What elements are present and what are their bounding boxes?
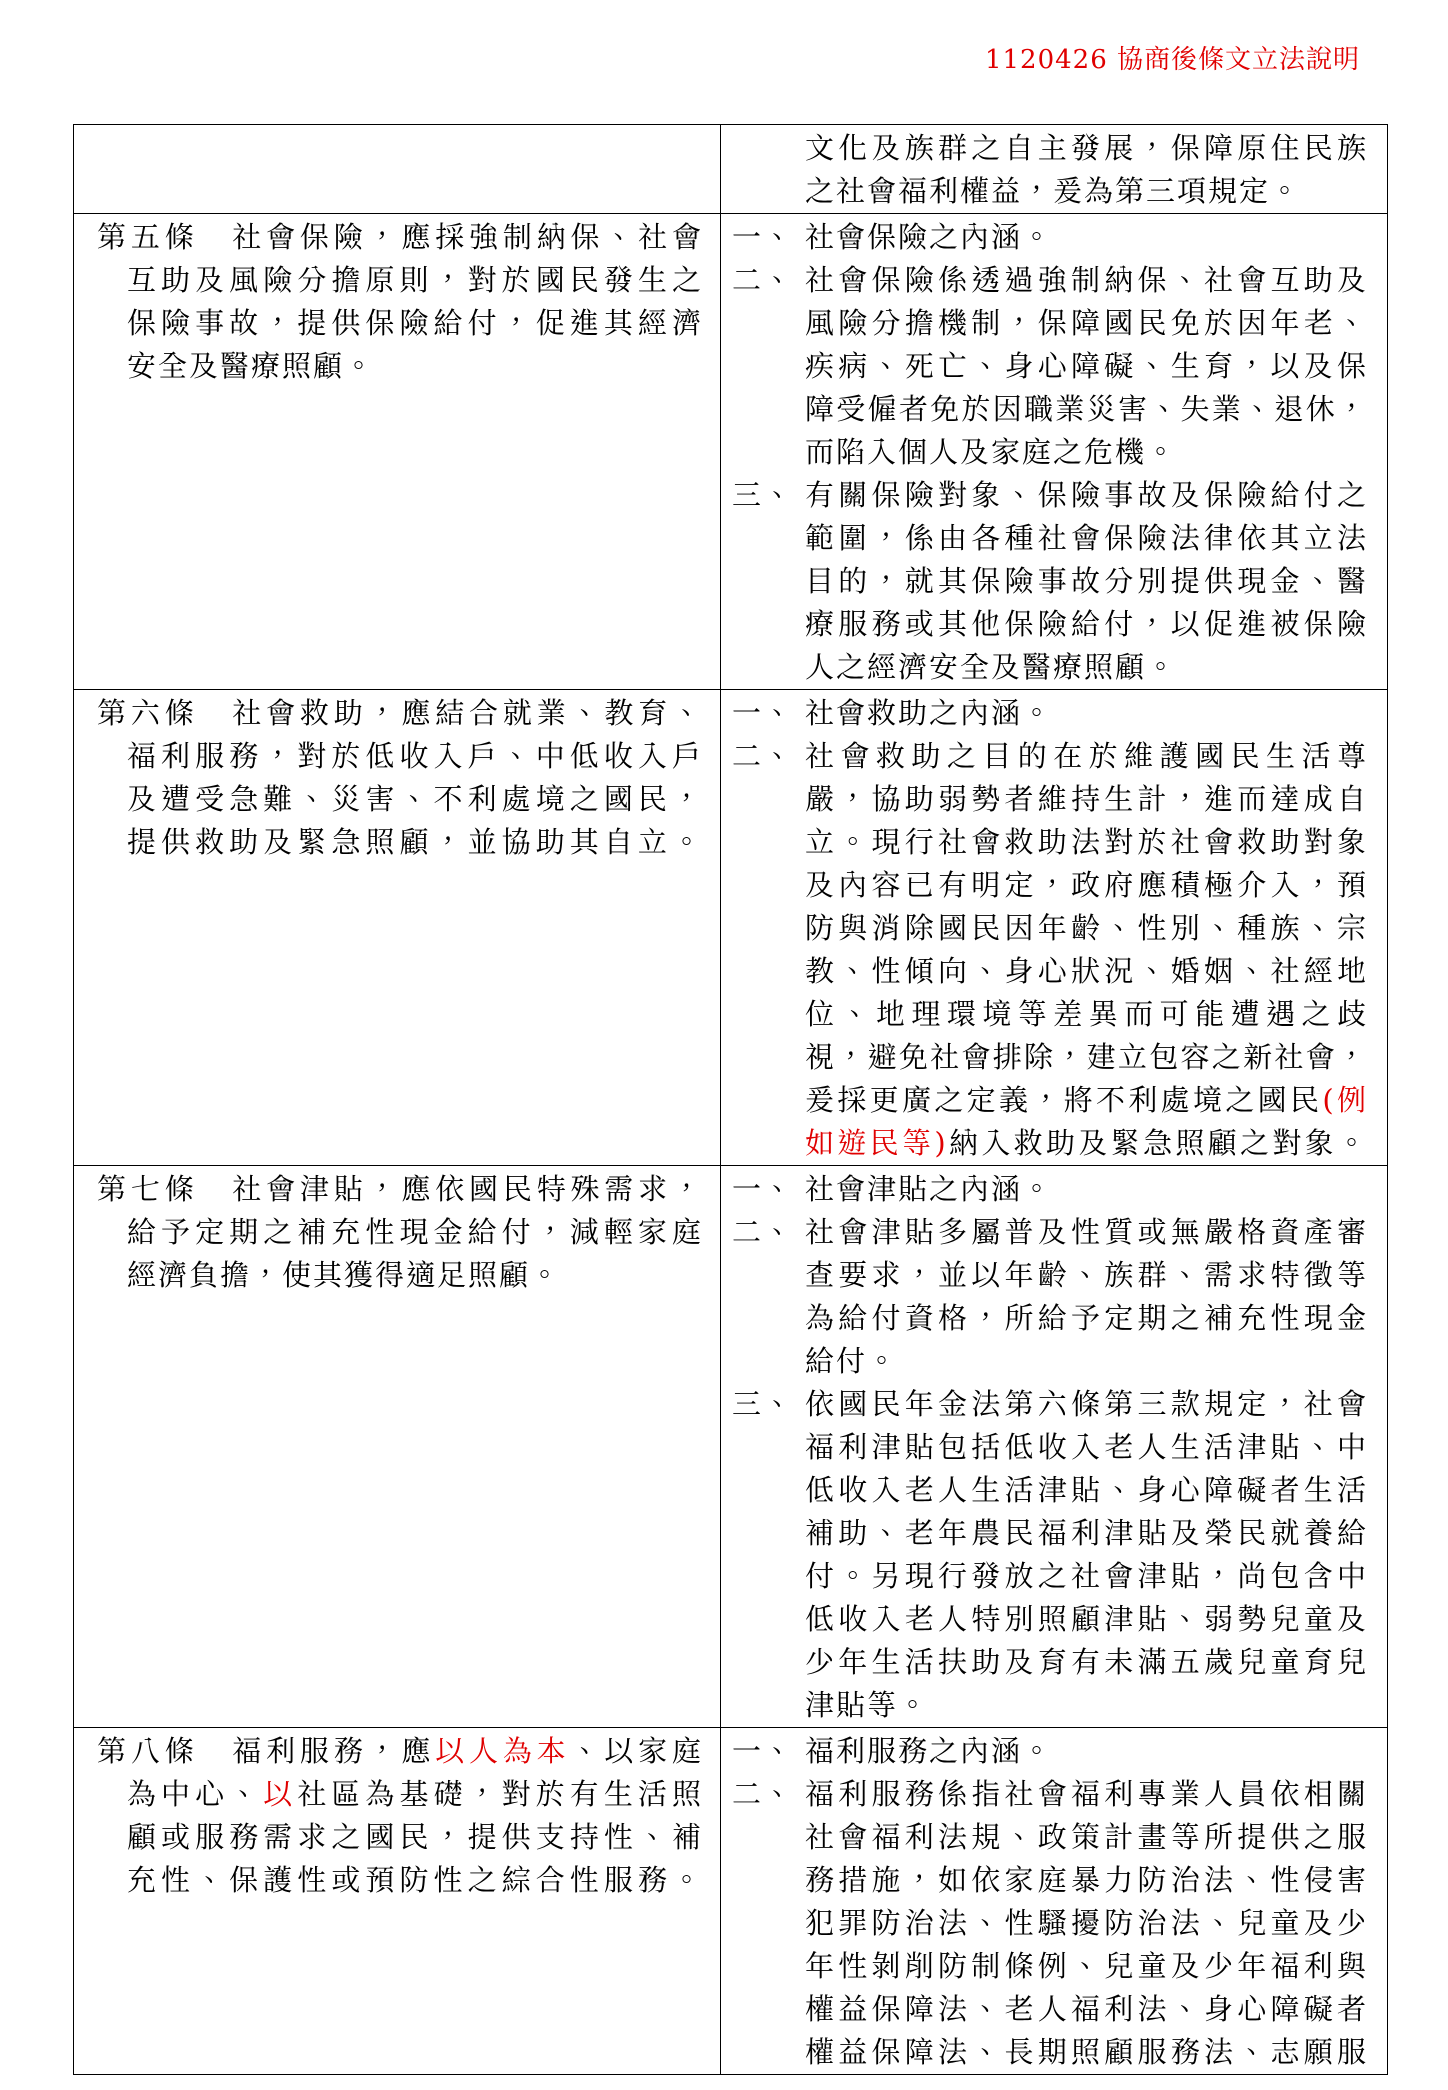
- article-text-cell: [74, 1166, 721, 1728]
- explanation-item-body: [805, 1168, 1368, 1211]
- explanation-line: 福利服務之內涵。: [805, 1734, 1054, 1768]
- article-line: 保險事故，提供保險給付，促進其經濟: [127, 306, 703, 340]
- item-number: 一、: [732, 696, 795, 730]
- article-line: 安全及醫療照顧。: [127, 349, 376, 383]
- explanation-line: 而陷入個人及家庭之危機。: [805, 435, 1178, 469]
- item-number: 二、: [732, 263, 795, 297]
- explanation-item: [732, 735, 1367, 1165]
- article-text-cell: [74, 1728, 721, 2075]
- highlighted-text: 以: [263, 1777, 298, 1811]
- article-line: [97, 1730, 703, 1773]
- explanation-line: 低收入老人生活津貼、身心障礙者生活: [805, 1473, 1368, 1507]
- explanation-item: [732, 1168, 1367, 1211]
- text-segment: 納入救助及緊急照顧之對象。: [947, 1126, 1368, 1160]
- explanation-line: 年性剝削防制條例、兒童及少年福利與: [805, 1949, 1368, 1983]
- explanation-line: 目的，就其保險事故分別提供現金、醫: [805, 564, 1368, 598]
- item-number: 一、: [732, 1734, 795, 1768]
- explanation-line: 社會津貼多屬普及性質或無嚴格資產審: [805, 1215, 1368, 1249]
- explanation-line: 社會保險係透過強制納保、社會互助及: [805, 263, 1368, 297]
- explanation-item: [732, 1383, 1367, 1727]
- explanation-line: 之社會福利權益，爰為第三項規定。: [805, 174, 1302, 208]
- explanation-cell: [721, 214, 1388, 690]
- explanation-item: [732, 474, 1367, 689]
- explanation-line: 低收入老人特別照顧津貼、弱勢兒童及: [805, 1602, 1368, 1636]
- explanation-line: 防與消除國民因年齡、性別、種族、宗: [805, 911, 1368, 945]
- explanation-cell: [721, 125, 1388, 214]
- article-line: 福利服務，對於低收入戶、中低收入戶: [127, 739, 703, 773]
- article-text-cell: [74, 690, 721, 1166]
- explanation-item-body: [805, 259, 1368, 474]
- article-line: 互助及風險分擔原則，對於國民發生之: [127, 263, 703, 297]
- explanation-line: 務措施，如依家庭暴力防治法、性侵害: [805, 1863, 1368, 1897]
- explanation-line: 津貼等。: [805, 1688, 930, 1722]
- table-row: [74, 214, 1388, 690]
- item-number: 三、: [732, 478, 795, 512]
- explanation-line: 社會保險之內涵。: [805, 220, 1054, 254]
- explanation-line: 範圍，係由各種社會保險法律依其立法: [805, 521, 1368, 555]
- item-number: 二、: [732, 739, 795, 773]
- explanation-line: 補助、老年農民福利津貼及榮民就養給: [805, 1516, 1368, 1550]
- explanation-line: [805, 1079, 1368, 1122]
- document-header-title: 1120426 協商後條文立法說明: [984, 45, 1360, 75]
- text-segment: 爰採更廣之定義，將不利處境之國民: [805, 1083, 1323, 1117]
- comparison-table-body: [74, 125, 1388, 2075]
- explanation-line: 依國民年金法第六條第三款規定，社會: [805, 1387, 1368, 1421]
- explanation-item-body: [805, 692, 1368, 735]
- explanation-item: [732, 216, 1367, 259]
- explanation-line: [805, 1122, 1368, 1165]
- explanation-item-body: [805, 1773, 1368, 2074]
- explanation-line: 及內容已有明定，政府應積極介入，預: [805, 868, 1368, 902]
- explanation-item-body: [805, 1211, 1368, 1383]
- explanation-line: 障受僱者免於因職業災害、失業、退休，: [805, 392, 1368, 426]
- explanation-item: [732, 1211, 1367, 1383]
- highlighted-text: 如遊民等): [805, 1126, 948, 1160]
- explanation-line: 立。現行社會救助法對於社會救助對象: [805, 825, 1368, 859]
- explanation-item-body: [805, 1730, 1368, 1773]
- explanation-line: 視，避免社會排除，建立包容之新社會，: [805, 1040, 1368, 1074]
- item-number: [732, 127, 805, 170]
- explanation-line: 福利津貼包括低收入老人生活津貼、中: [805, 1430, 1368, 1464]
- explanation-line: 權益保障法、長期照顧服務法、志願服: [805, 2035, 1368, 2069]
- explanation-line: 權益保障法、老人福利法、身心障礙者: [805, 1992, 1368, 2026]
- explanation-line: 給付。: [805, 1344, 899, 1378]
- explanation-line: 疾病、死亡、身心障礙、生育，以及保: [805, 349, 1368, 383]
- table-row: [74, 125, 1388, 214]
- explanation-cell: [721, 1166, 1388, 1728]
- explanation-item-body: [805, 735, 1368, 1165]
- text-segment: 社區為基礎，對於有生活照: [297, 1777, 703, 1811]
- explanation-line: 文化及族群之自主發展，保障原住民族: [805, 131, 1368, 165]
- explanation-line: 查要求，並以年齡、族群、需求特徵等: [805, 1258, 1368, 1292]
- article-line: 及遭受急難、災害、不利處境之國民，: [127, 782, 703, 816]
- article-line: 經濟負擔，使其獲得適足照顧。: [127, 1258, 562, 1292]
- explanation-line: 社會津貼之內涵。: [805, 1172, 1054, 1206]
- article-line: 給予定期之補充性現金給付，減輕家庭: [127, 1215, 703, 1249]
- explanation-line: 少年生活扶助及育有未滿五歲兒童育兒: [805, 1645, 1368, 1679]
- explanation-line: 嚴，協助弱勢者維持生計，進而達成自: [805, 782, 1368, 816]
- legislative-explanation-table: [73, 124, 1388, 2075]
- explanation-item: [732, 692, 1367, 735]
- explanation-line: 社會福利法規、政策計畫等所提供之服: [805, 1820, 1368, 1854]
- item-number: 二、: [732, 1777, 795, 1811]
- article-text-cell: [74, 125, 721, 214]
- article-line: 充性、保護性或預防性之綜合性服務。: [127, 1863, 703, 1897]
- text-segment: 第八條 福利服務，應: [97, 1734, 436, 1768]
- explanation-line: 位、地理環境等差異而可能遭遇之歧: [805, 997, 1368, 1031]
- explanation-line: 付。另現行發放之社會津貼，尚包含中: [805, 1559, 1368, 1593]
- item-number: 二、: [732, 1215, 795, 1249]
- explanation-item-body: [805, 216, 1368, 259]
- explanation-line: 福利服務係指社會福利專業人員依相關: [805, 1777, 1368, 1811]
- explanation-item: [732, 1773, 1367, 2074]
- article-line: [97, 1773, 703, 1816]
- explanation-item-body: [805, 127, 1368, 213]
- table-row: [74, 690, 1388, 1166]
- explanation-line: 風險分擔機制，保障國民免於因年老、: [805, 306, 1368, 340]
- item-number: 一、: [732, 220, 795, 254]
- article-line: 提供救助及緊急照顧，並協助其自立。: [127, 825, 703, 859]
- item-number: 三、: [732, 1387, 795, 1421]
- explanation-cell: [721, 1728, 1388, 2075]
- explanation-item-body: [805, 1383, 1368, 1727]
- article-text-cell: [74, 214, 721, 690]
- explanation-line: 有關保險對象、保險事故及保險給付之: [805, 478, 1368, 512]
- explanation-item: [732, 127, 1367, 213]
- table-row: [74, 1166, 1388, 1728]
- article-line: 第五條 社會保險，應採強制納保、社會: [97, 220, 703, 254]
- explanation-line: 為給付資格，所給予定期之補充性現金: [805, 1301, 1368, 1335]
- table-row: [74, 1728, 1388, 2075]
- highlighted-text: (例: [1322, 1083, 1368, 1117]
- explanation-item-body: [805, 474, 1368, 689]
- article-line: 第七條 社會津貼，應依國民特殊需求，: [97, 1172, 703, 1206]
- article-line: 顧或服務需求之國民，提供支持性、補: [127, 1820, 703, 1854]
- explanation-item: [732, 1730, 1367, 1773]
- explanation-line: 教、性傾向、身心狀況、婚姻、社經地: [805, 954, 1368, 988]
- explanation-item: [732, 259, 1367, 474]
- explanation-line: 社會救助之內涵。: [805, 696, 1054, 730]
- article-line: 第六條 社會救助，應結合就業、教育、: [97, 696, 703, 730]
- text-segment: 、以家庭: [570, 1734, 703, 1768]
- explanation-line: 人之經濟安全及醫療照顧。: [805, 650, 1178, 684]
- text-segment: 為中心、: [127, 1777, 264, 1811]
- highlighted-text: 以人為本: [435, 1734, 571, 1768]
- explanation-cell: [721, 690, 1388, 1166]
- item-number: 一、: [732, 1172, 795, 1206]
- explanation-line: 犯罪防治法、性騷擾防治法、兒童及少: [805, 1906, 1368, 1940]
- explanation-line: 社會救助之目的在於維護國民生活尊: [805, 739, 1368, 773]
- explanation-line: 療服務或其他保險給付，以促進被保險: [805, 607, 1368, 641]
